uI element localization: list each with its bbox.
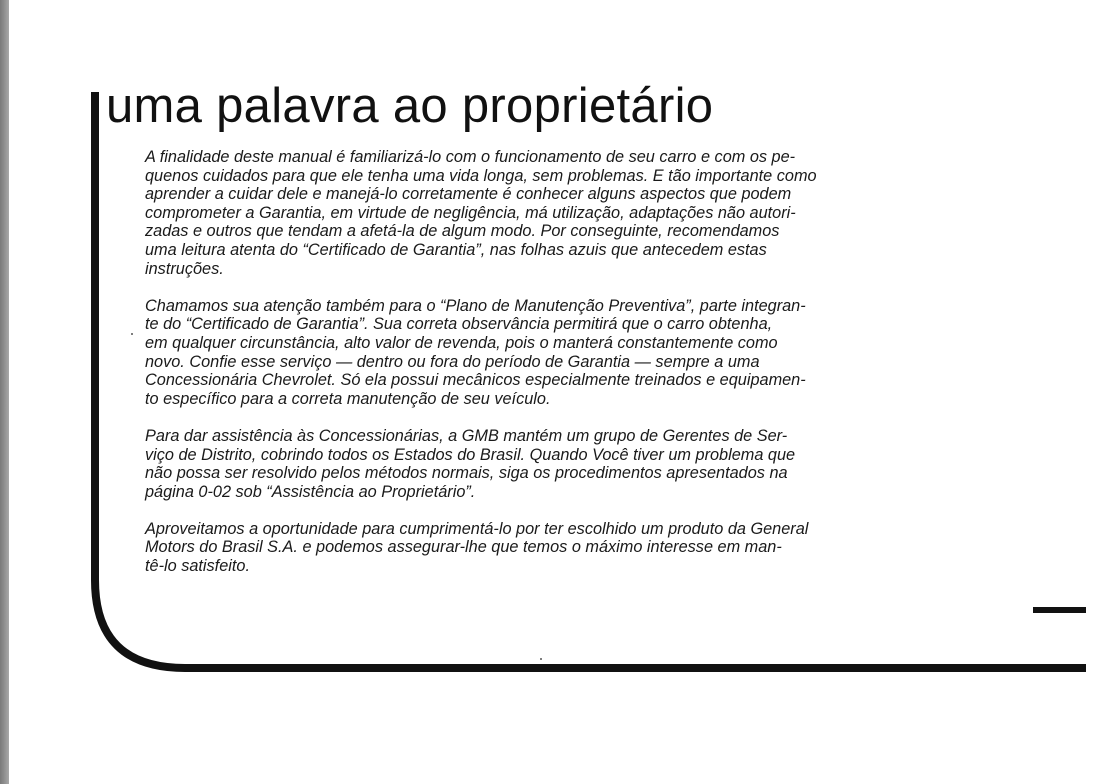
text-line: viço de Distrito, cobrindo todos os Estados do Brasil. Quando Você tiver um problema que [145, 445, 796, 464]
paragraph-2 [145, 297, 975, 409]
text-line: aprender a cuidar dele e manejá-lo corretamente é conhecer alguns aspectos que podem [145, 185, 792, 204]
text-line: Concessionária Chevrolet. Só ela possui mecânicos especialmente treinados e equipamen- [145, 371, 806, 390]
text-line: Aproveitamos a oportunidade para cumprimentá-lo por ter escolhido um produto da General [145, 519, 809, 538]
paragraph-3 [145, 427, 975, 501]
margin-tab-mark [1033, 607, 1086, 613]
text-line: zadas e outros que tendam a afetá-la de algum modo. Por conseguinte, recomendamos [145, 222, 780, 241]
text-line: Para dar assistência às Concessionárias, a GMB mantém um grupo de Gerentes de Ser- [145, 426, 788, 445]
page-title: uma palavra ao proprietário [106, 79, 714, 133]
body-text [145, 148, 975, 594]
text-line: uma leitura atenta do “Certificado de Garantia”, nas folhas azuis que antecedem estas [145, 240, 767, 259]
text-line: quenos cuidados para que ele tenha uma vida longa, sem problemas. E tão importante como [145, 166, 817, 185]
scan-speck [131, 333, 133, 335]
text-line: comprometer a Garantia, em virtude de negligência, má utilização, adaptações não autori- [145, 203, 796, 222]
text-line: instruções. [145, 259, 224, 278]
text-line: novo. Confie esse serviço — dentro ou fora do período de Garantia — sempre a uma [145, 352, 760, 371]
scan-speck [540, 658, 542, 660]
text-line: to específico para a correta manutenção de seu veículo. [145, 389, 551, 408]
text-line: página 0-02 sob “Assistência ao Proprietário”. [145, 482, 476, 501]
text-line: Motors do Brasil S.A. e podemos assegurar-lhe que temos o máximo interesse em man- [145, 538, 782, 557]
text-line: te do “Certificado de Garantia”. Sua correta observância permitirá que o carro obtenha, [145, 315, 773, 334]
text-line: em qualquer circunstância, alto valor de revenda, pois o manterá constantemente como [145, 333, 778, 352]
text-line: tê-lo satisfeito. [145, 557, 250, 576]
text-line: A finalidade deste manual é familiarizá-lo com o funcionamento de seu carro e com os pe- [145, 148, 796, 166]
paragraph-4 [145, 520, 975, 576]
text-line: não possa ser resolvido pelos métodos normais, siga os procedimentos apresentados na [145, 464, 788, 483]
paragraph-1 [145, 148, 975, 278]
text-line: Chamamos sua atenção também para o “Plano de Manutenção Preventiva”, parte integran- [145, 296, 806, 315]
